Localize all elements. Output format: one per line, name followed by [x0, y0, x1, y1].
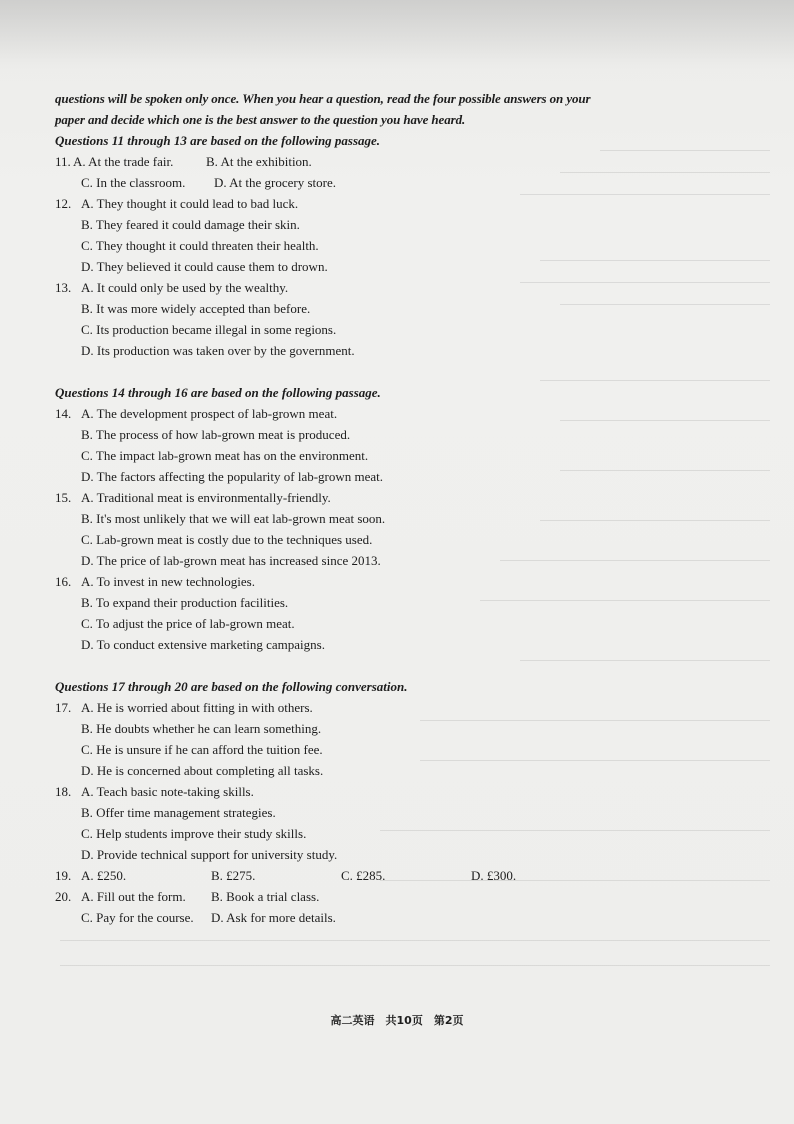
- option-c: C. £285.: [341, 868, 386, 883]
- section-heading-11-13: Questions 11 through 13 are based on the following passage.: [55, 133, 381, 148]
- question-18: [55, 781, 655, 865]
- option-c: C. Pay for the course.: [81, 910, 194, 925]
- question-13: [55, 277, 655, 361]
- question-number: 20.: [55, 889, 72, 904]
- option-b: B. They feared it could damage their skin.: [81, 217, 300, 232]
- option-b: B. £275.: [211, 868, 256, 883]
- option-d: D. They believed it could cause them to drown.: [81, 259, 328, 274]
- option-c: C. The impact lab-grown meat has on the environment.: [81, 448, 369, 463]
- option-b: B. Book a trial class.: [211, 889, 320, 904]
- option-b: B. It's most unlikely that we will eat lab-grown meat soon.: [81, 511, 386, 526]
- question-16: [55, 571, 655, 655]
- option-c: C. He is unsure if he can afford the tuition fee.: [81, 742, 323, 757]
- option-c: C. Its production became illegal in some regions.: [81, 322, 337, 337]
- option-d: D. Provide technical support for university study.: [81, 847, 338, 862]
- option-c: C. To adjust the price of lab-grown meat.: [81, 616, 295, 631]
- option-a: A. It could only be used by the wealthy.: [81, 280, 289, 295]
- option-c: C. Help students improve their study skills.: [81, 826, 307, 841]
- option-b: B. Offer time management strategies.: [81, 805, 276, 820]
- question-number: 12.: [55, 196, 72, 211]
- option-a: A. £250.: [81, 868, 127, 883]
- option-d: D. The price of lab-grown meat has increased since 2013.: [81, 553, 381, 568]
- option-d: D. Ask for more details.: [211, 910, 336, 925]
- question-number: 17.: [55, 700, 72, 715]
- option-d: D. Its production was taken over by the government.: [81, 343, 355, 358]
- option-d: D. He is concerned about completing all tasks.: [81, 763, 324, 778]
- option-a: A. He is worried about fitting in with others.: [81, 700, 313, 715]
- option-a: A. Fill out the form.: [81, 889, 186, 904]
- option-c: C. They thought it could threaten their health.: [81, 238, 319, 253]
- question-19: [55, 865, 655, 886]
- section-heading-14-16: Questions 14 through 16 are based on the following passage.: [55, 385, 381, 400]
- question-number: 11.: [55, 154, 71, 169]
- option-a: A. They thought it could lead to bad luck.: [81, 196, 299, 211]
- option-b: B. The process of how lab-grown meat is produced.: [81, 427, 351, 442]
- option-d: D. £300.: [471, 868, 517, 883]
- option-b: B. It was more widely accepted than before.: [81, 301, 311, 316]
- scan-shadow: [0, 0, 794, 70]
- option-a: A. To invest in new technologies.: [81, 574, 255, 589]
- question-number: 18.: [55, 784, 72, 799]
- question-12: [55, 193, 655, 277]
- question-20: [55, 886, 655, 928]
- directions: [55, 88, 655, 130]
- option-c: C. In the classroom.: [81, 175, 186, 190]
- listening-section: [55, 88, 655, 928]
- option-a: A. At the trade fair.: [73, 154, 174, 169]
- question-14: [55, 403, 655, 487]
- option-c: C. Lab-grown meat is costly due to the techniques used.: [81, 532, 373, 547]
- question-17: [55, 697, 655, 781]
- question-number: 19.: [55, 868, 72, 883]
- option-a: A. Teach basic note-taking skills.: [81, 784, 254, 799]
- question-number: 16.: [55, 574, 72, 589]
- option-a: A. The development prospect of lab-grown meat.: [81, 406, 338, 421]
- question-11: [55, 151, 655, 193]
- question-number: 15.: [55, 490, 72, 505]
- directions-line-2: paper and decide which one is the best answer to the question you have heard.: [55, 112, 466, 127]
- option-a: A. Traditional meat is environmentally-friendly.: [81, 490, 331, 505]
- directions-line-1: questions will be spoken only once. When you hear a question, read the four possible answers on your: [55, 91, 591, 106]
- option-d: D. At the grocery store.: [214, 175, 337, 190]
- question-number: 14.: [55, 406, 72, 421]
- question-number: 13.: [55, 280, 72, 295]
- option-d: D. To conduct extensive marketing campaigns.: [81, 637, 325, 652]
- question-15: [55, 487, 655, 571]
- page-footer: 高二英语 共10页 第2页: [330, 1014, 464, 1027]
- section-heading-17-20: Questions 17 through 20 are based on the following conversation.: [55, 679, 408, 694]
- option-b: B. To expand their production facilities.: [81, 595, 289, 610]
- option-d: D. The factors affecting the popularity of lab-grown meat.: [81, 469, 384, 484]
- option-b: B. At the exhibition.: [206, 154, 312, 169]
- option-b: B. He doubts whether he can learn something.: [81, 721, 322, 736]
